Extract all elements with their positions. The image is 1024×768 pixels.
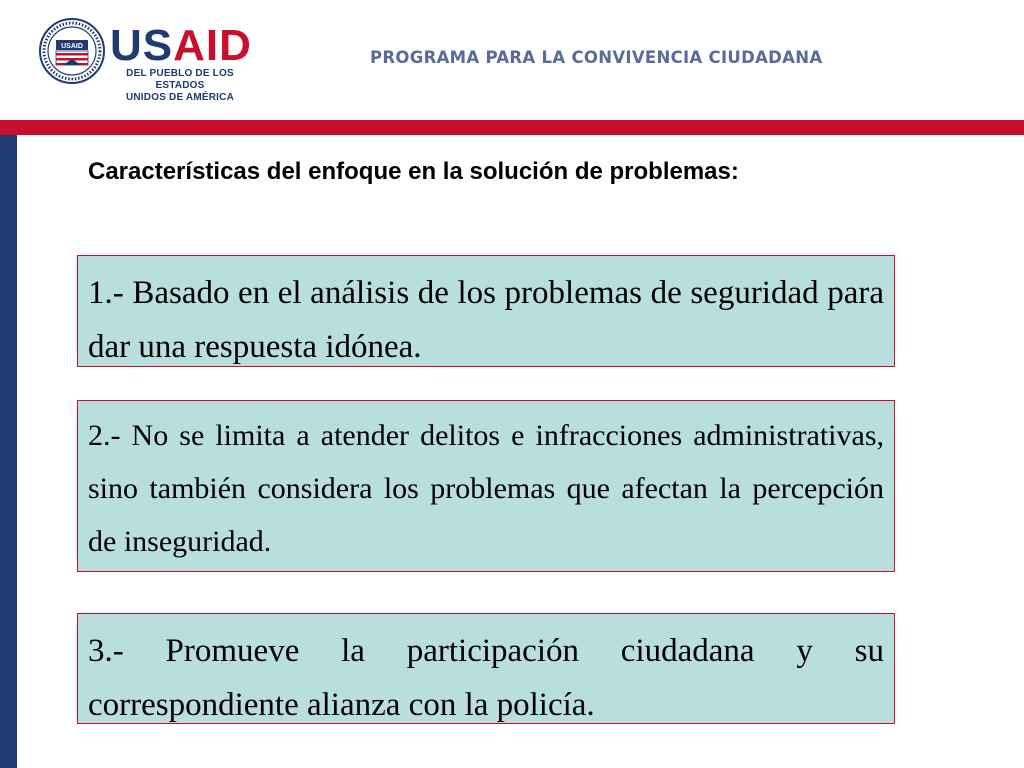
point-box-2 xyxy=(77,400,895,572)
left-navy-stripe xyxy=(0,135,17,768)
slide-heading: Características del enfoque en la solución de problemas: xyxy=(88,158,739,185)
usaid-wordmark-us: US xyxy=(110,21,174,70)
svg-text:USAID: USAID xyxy=(61,43,83,50)
point-text-1: 1.- Basado en el análisis de los problemas de seguridad para dar una respuesta idónea. xyxy=(88,275,884,365)
usaid-subtitle xyxy=(110,68,250,104)
usaid-seal-icon xyxy=(39,18,105,84)
usaid-wordmark xyxy=(110,21,252,70)
point-box-3 xyxy=(77,613,895,724)
usaid-subtitle-line2: UNIDOS DE AMÉRICA xyxy=(125,92,235,103)
usaid-wordmark-aid: AID xyxy=(173,21,252,70)
header-red-stripe xyxy=(0,120,1024,135)
program-title: PROGRAMA PARA LA CONVIVENCIA CIUDADANA xyxy=(370,48,823,67)
point-text-3: 3.- Promueve la participación ciudadana y su correspondiente alianza con la policía. xyxy=(88,633,884,723)
usaid-subtitle-line1: DEL PUEBLO DE LOS ESTADOS xyxy=(126,68,234,91)
point-text-2: 2.- No se limita a atender delitos e infracciones administrativas, sino también considera los problemas que afectan la percepción de inseguridad. xyxy=(88,419,884,558)
point-box-1 xyxy=(77,255,895,367)
slide-header xyxy=(0,0,1024,120)
